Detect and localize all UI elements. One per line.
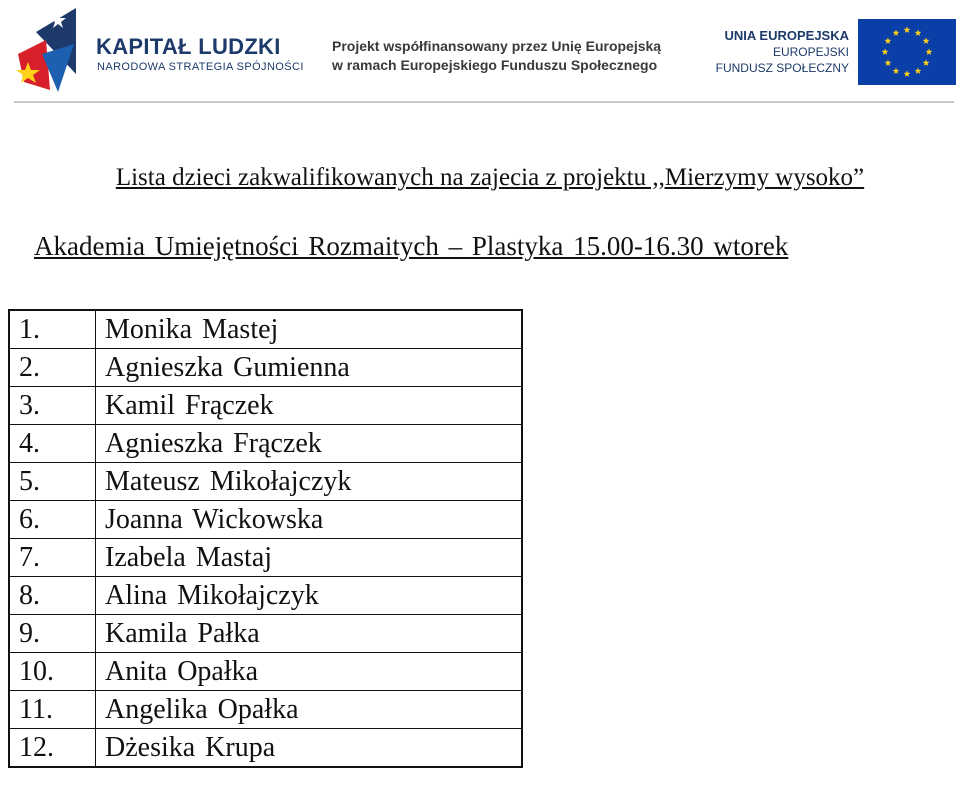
table-row xyxy=(9,653,522,691)
row-number: 9. xyxy=(9,615,96,653)
table-row xyxy=(9,539,522,577)
child-name: Agnieszka Frączek xyxy=(96,425,523,463)
row-number: 11. xyxy=(9,691,96,729)
row-number: 6. xyxy=(9,501,96,539)
child-name: Joanna Wickowska xyxy=(96,501,523,539)
cofinancing-note xyxy=(332,37,661,75)
child-name: Kamil Frączek xyxy=(96,387,523,425)
row-number: 1. xyxy=(9,310,96,349)
kapital-ludzki-logo-icon xyxy=(14,4,78,94)
table-row xyxy=(9,310,522,349)
document-subtitle: Akademia Umiejętności Rozmaitych – Plastyka 15.00-16.30 wtorek xyxy=(34,231,789,261)
child-name: Izabela Mastaj xyxy=(96,539,523,577)
table-row xyxy=(9,463,522,501)
table-row xyxy=(9,615,522,653)
row-number: 4. xyxy=(9,425,96,463)
child-name: Dżesika Krupa xyxy=(96,729,523,768)
child-name: Angelika Opałka xyxy=(96,691,523,729)
row-number: 8. xyxy=(9,577,96,615)
table-row xyxy=(9,349,522,387)
cofinancing-line-1: Projekt współfinansowany przez Unię Europejską xyxy=(332,38,662,54)
row-number: 5. xyxy=(9,463,96,501)
eu-logo-line-1: UNIA EUROPEJSKA xyxy=(724,28,849,43)
table-row xyxy=(9,425,522,463)
eu-logo-text xyxy=(700,28,849,76)
table-row xyxy=(9,691,522,729)
eu-logo-line-2: EUROPEJSKI xyxy=(772,45,849,59)
header-divider xyxy=(14,101,954,103)
row-number: 7. xyxy=(9,539,96,577)
table-row xyxy=(9,577,522,615)
children-list-table xyxy=(8,309,523,768)
table-row xyxy=(9,501,522,539)
table-row xyxy=(9,387,522,425)
cofinancing-line-2: w ramach Europejskiego Funduszu Społecznego xyxy=(332,57,658,73)
logo-header xyxy=(0,0,960,104)
child-name: Kamila Pałka xyxy=(96,615,523,653)
child-name: Mateusz Mikołajczyk xyxy=(96,463,523,501)
row-number: 10. xyxy=(9,653,96,691)
table-row xyxy=(9,729,522,768)
child-name: Agnieszka Gumienna xyxy=(96,349,523,387)
eu-logo-line-3: FUNDUSZ SPOŁECZNY xyxy=(715,61,849,75)
document-title: Lista dzieci zakwalifikowanych na zajecia z projektu ,,Mierzymy wysoko” xyxy=(115,164,865,191)
child-name: Alina Mikołajczyk xyxy=(96,577,523,615)
kapital-ludzki-subtitle: NARODOWA STRATEGIA SPÓJNOŚCI xyxy=(97,61,304,73)
row-number: 3. xyxy=(9,387,96,425)
row-number: 2. xyxy=(9,349,96,387)
child-name: Monika Mastej xyxy=(96,310,523,349)
kapital-ludzki-title: KAPITAŁ LUDZKI xyxy=(96,34,281,59)
child-name: Anita Opałka xyxy=(96,653,523,691)
eu-flag-icon xyxy=(858,19,956,85)
row-number: 12. xyxy=(9,729,96,768)
